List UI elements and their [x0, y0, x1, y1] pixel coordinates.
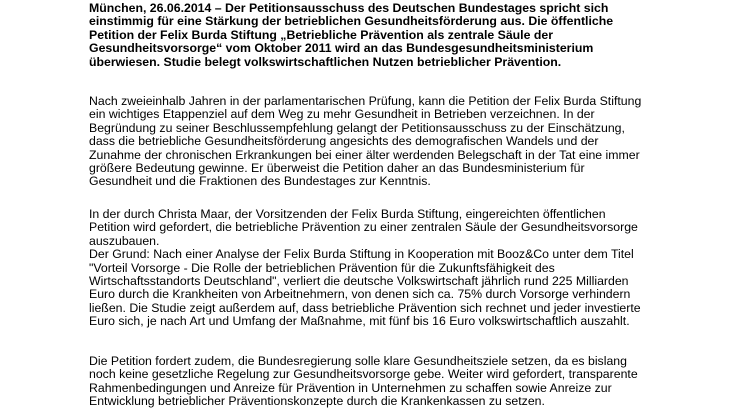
text-line: Rahmenbedingungen und Anreize für Prävention in Unternehmen zu schaffen sowie Anreize zur	[89, 380, 612, 395]
lead-line: Gesundheitsvorsorge“ vom Oktober 2011 wird an das Bundesgesundheitsministerium	[89, 41, 594, 56]
text-line: Gesundheit und die Fraktionen des Bundestages zur Kenntnis.	[89, 174, 431, 189]
lead-line: München, 26.06.2014 – Der Petitionsausschuss des Deutschen Bundestages spricht sich	[89, 1, 609, 15]
lead-paragraph	[89, 2, 613, 69]
text-line: dass die betriebliche Gesundheitsförderung angesichts des demografischen Wandels und der	[89, 134, 599, 149]
text-line: Begründung zu seiner Beschlussempfehlung gelangt der Petitionsausschuss zu der Einschätzung,	[89, 120, 625, 135]
lead-line: einstimmig für eine Stärkung der betrieblichen Gesundheitsförderung aus. Die öffentliche	[89, 14, 614, 29]
text-line: Zunahme der chronischen Erkrankungen bei einer älter werdenden Belegschaft in der Tat eine immer	[89, 147, 640, 162]
text-line: auszubauen.	[89, 233, 160, 248]
text-line: "Vorteil Vorsorge - Die Rolle der betrieblichen Prävention für die Zukunftsfähigkeit des	[89, 260, 555, 275]
text-line: ein wichtiges Etappenziel auf dem Weg zu mehr Gesundheit in Betrieben verzeichnen. In der	[89, 107, 595, 122]
text-line: größere Bedeutung gewinne. Er überweist die Petition daher an das Bundesministerium für	[89, 160, 585, 175]
body-paragraph-1	[89, 95, 641, 189]
text-line: Euro durch die Krankheiten von Arbeitnehmern, von denen sich ca. 75% durch Vorsorge verhindern	[89, 287, 631, 302]
text-line: Euro sich, je nach Art und Umfang der Maßnahme, mit fünf bis 16 Euro volkswirtschaftlich auszahlt.	[89, 314, 630, 329]
text-line: In der durch Christa Maar, der Vorsitzenden der Felix Burda Stiftung, eingereichten öffentlichen	[89, 207, 606, 221]
text-line: ließen. Die Studie zeigt außerdem auf, dass betriebliche Prävention sich rechnet und jeder investierte	[89, 300, 641, 315]
text-line: Wirtschaftsstandorts Deutschland", verliert die deutsche Volkswirtschaft jährlich rund 225 Milliarden	[89, 273, 629, 288]
text-line: Der Grund: Nach einer Analyse der Felix Burda Stiftung in Kooperation mit Booz&Co unter dem Titel	[89, 247, 634, 262]
text-line: Nach zweieinhalb Jahren in der parlamentarischen Prüfung, kann die Petition der Felix Burda Stiftung	[89, 94, 642, 108]
text-line: noch keine gesetzliche Regelung zur Gesundheitsvorsorge gebe. Weiter wird gefordert, transparente	[89, 367, 638, 382]
body-paragraph-3	[89, 355, 638, 409]
text-line: Petition wird gefordert, die betriebliche Prävention zu einer zentralen Säule der Gesundheitsvorsorge	[89, 220, 638, 235]
text-line: Entwicklung betrieblicher Präventionskonzepte durch die Krankenkassen zu setzen.	[89, 394, 545, 409]
lead-line: überwiesen. Studie belegt volkswirtschaftlichen Nutzen betrieblicher Prävention.	[89, 54, 562, 69]
body-paragraph-2	[89, 208, 641, 329]
text-line: Die Petition fordert zudem, die Bundesregierung solle klare Gesundheitsziele setzen, da es bislang	[89, 354, 627, 368]
lead-line: Petition der Felix Burda Stiftung „Betriebliche Prävention als zentrale Säule der	[89, 27, 553, 42]
